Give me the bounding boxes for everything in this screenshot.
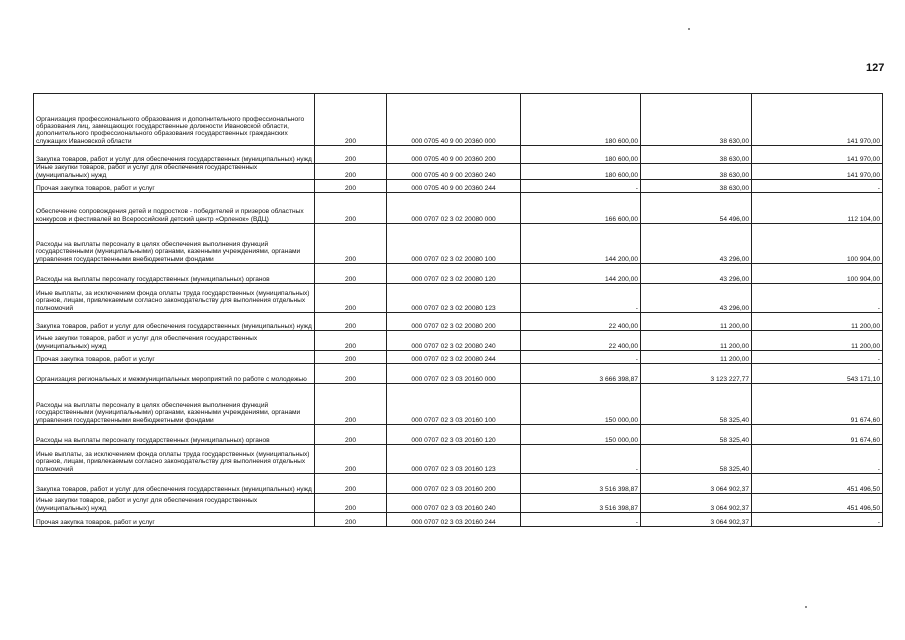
line-code-cell: 200 — [315, 164, 387, 180]
budget-classification-code-cell: 000 0707 02 3 03 20160 240 — [387, 494, 521, 513]
line-code-cell: 200 — [315, 425, 387, 445]
approved-amount-cell: 22 400,00 — [521, 313, 641, 331]
expense-name-cell — [34, 284, 315, 313]
table-row — [34, 180, 883, 193]
expense-name-cell — [34, 180, 315, 193]
remaining-amount-cell: - — [752, 513, 883, 527]
executed-amount-cell: 38 630,00 — [641, 180, 752, 193]
approved-amount-cell: 3 516 398,87 — [521, 494, 641, 513]
executed-amount-cell: 11 200,00 — [641, 313, 752, 331]
budget-execution-table — [33, 93, 883, 527]
table-row — [34, 284, 883, 313]
expense-name-cell — [34, 193, 315, 224]
expense-name-cell — [34, 94, 315, 146]
budget-classification-code-cell: 000 0707 02 3 03 20160 123 — [387, 445, 521, 474]
expense-name-text: Обеспечение сопровождения детей и подростков - победителей и призеров областных конкурсов и фестивалей во Всероссийский детский центр «Орленок» (ВДЦ) — [36, 208, 304, 223]
page-number: 127 — [866, 62, 885, 74]
expense-name-text: Организация региональных и межмуниципальных мероприятий по работе с молодежью — [36, 375, 307, 383]
executed-amount-cell: 58 325,40 — [641, 384, 752, 425]
expense-name-cell — [34, 384, 315, 425]
executed-amount-cell: 58 325,40 — [641, 425, 752, 445]
budget-classification-code-cell: 000 0707 02 3 02 20080 100 — [387, 224, 521, 264]
expense-name-text: Расходы на выплаты персоналу государственных (муниципальных) органов — [36, 436, 270, 444]
line-code-cell: 200 — [315, 224, 387, 264]
expense-name-text: Прочая закупка товаров, работ и услуг — [36, 184, 155, 192]
approved-amount-cell: 3 666 398,87 — [521, 364, 641, 384]
approved-amount-cell: 150 000,00 — [521, 384, 641, 425]
expense-name-text: Прочая закупка товаров, работ и услуг — [36, 518, 155, 526]
line-code-cell: 200 — [315, 474, 387, 494]
scan-speck — [805, 606, 807, 608]
line-code-cell: 200 — [315, 384, 387, 425]
budget-classification-code-cell: 000 0707 02 3 03 20160 000 — [387, 364, 521, 384]
remaining-amount-cell: 112 104,00 — [752, 193, 883, 224]
approved-amount-cell: 180 600,00 — [521, 94, 641, 146]
line-code-cell: 200 — [315, 94, 387, 146]
table-row — [34, 445, 883, 474]
table-row — [34, 264, 883, 284]
executed-amount-cell: 43 296,00 — [641, 284, 752, 313]
expense-name-text: Иные выплаты, за исключением фонда оплаты труда государственных (муниципальных) органов, лицам, привлекаемым согласно законодательству для выполнения отдельных полномочий — [36, 290, 310, 312]
budget-classification-code-cell: 000 0705 40 9 00 20360 200 — [387, 146, 521, 164]
executed-amount-cell: 11 200,00 — [641, 331, 752, 351]
line-code-cell: 200 — [315, 364, 387, 384]
executed-amount-cell: 38 630,00 — [641, 94, 752, 146]
table-row — [34, 164, 883, 180]
budget-classification-code-cell: 000 0705 40 9 00 20360 244 — [387, 180, 521, 193]
executed-amount-cell: 3 064 902,37 — [641, 494, 752, 513]
remaining-amount-cell: - — [752, 445, 883, 474]
table-row — [34, 364, 883, 384]
budget-classification-code-cell: 000 0705 40 9 00 20360 240 — [387, 164, 521, 180]
approved-amount-cell: 150 000,00 — [521, 425, 641, 445]
expense-name-cell — [34, 146, 315, 164]
budget-classification-code-cell: 000 0707 02 3 02 20080 200 — [387, 313, 521, 331]
budget-classification-code-cell: 000 0707 02 3 03 20160 200 — [387, 474, 521, 494]
expense-name-cell — [34, 164, 315, 180]
table-row — [34, 513, 883, 527]
executed-amount-cell: 58 325,40 — [641, 445, 752, 474]
expense-name-text: Иные выплаты, за исключением фонда оплаты труда государственных (муниципальных) органов, лицам, привлекаемым согласно законодательству для выполнения отдельных полномочий — [36, 451, 310, 473]
table-row — [34, 425, 883, 445]
budget-classification-code-cell: 000 0707 02 3 03 20160 120 — [387, 425, 521, 445]
expense-name-cell — [34, 264, 315, 284]
expense-name-text: Расходы на выплаты персоналу в целях обеспечения выполнения функций государственными (муниципальными) органами, казенными учреждениями, органами управления государственными внебюджетными фондами — [36, 241, 301, 263]
remaining-amount-cell: - — [752, 351, 883, 364]
line-code-cell: 200 — [315, 264, 387, 284]
budget-classification-code-cell: 000 0707 02 3 03 20160 100 — [387, 384, 521, 425]
expense-name-cell — [34, 445, 315, 474]
expense-name-text: Иные закупки товаров, работ и услуг для обеспечения государственных (муниципальных) нужд — [36, 497, 258, 512]
table-row — [34, 224, 883, 264]
approved-amount-cell: 144 200,00 — [521, 264, 641, 284]
remaining-amount-cell: 100 904,00 — [752, 264, 883, 284]
executed-amount-cell: 38 630,00 — [641, 164, 752, 180]
remaining-amount-cell: 100 904,00 — [752, 224, 883, 264]
expense-name-cell — [34, 224, 315, 264]
remaining-amount-cell: 141 970,00 — [752, 146, 883, 164]
approved-amount-cell: - — [521, 180, 641, 193]
table-row — [34, 146, 883, 164]
line-code-cell: 200 — [315, 180, 387, 193]
approved-amount-cell: 3 516 398,87 — [521, 474, 641, 494]
approved-amount-cell: 180 600,00 — [521, 146, 641, 164]
expense-name-text: Прочая закупка товаров, работ и услуг — [36, 355, 155, 363]
executed-amount-cell: 43 296,00 — [641, 224, 752, 264]
line-code-cell: 200 — [315, 494, 387, 513]
budget-classification-code-cell: 000 0707 02 3 02 20080 244 — [387, 351, 521, 364]
line-code-cell: 200 — [315, 351, 387, 364]
expense-name-cell — [34, 331, 315, 351]
remaining-amount-cell: 141 970,00 — [752, 164, 883, 180]
line-code-cell: 200 — [315, 331, 387, 351]
approved-amount-cell: - — [521, 284, 641, 313]
table-row — [34, 313, 883, 331]
table-row — [34, 193, 883, 224]
table-row — [34, 474, 883, 494]
expense-name-cell — [34, 494, 315, 513]
remaining-amount-cell: 543 171,10 — [752, 364, 883, 384]
line-code-cell: 200 — [315, 445, 387, 474]
approved-amount-cell: 166 600,00 — [521, 193, 641, 224]
remaining-amount-cell: - — [752, 284, 883, 313]
table-row — [34, 494, 883, 513]
expense-name-cell — [34, 351, 315, 364]
line-code-cell: 200 — [315, 193, 387, 224]
budget-classification-code-cell: 000 0707 02 3 02 20080 240 — [387, 331, 521, 351]
approved-amount-cell: 22 400,00 — [521, 331, 641, 351]
executed-amount-cell: 11 200,00 — [641, 351, 752, 364]
expense-name-text: Закупка товаров, работ и услуг для обеспечения государственных (муниципальных) нужд — [36, 322, 312, 330]
executed-amount-cell: 54 496,00 — [641, 193, 752, 224]
remaining-amount-cell: 451 496,50 — [752, 494, 883, 513]
executed-amount-cell: 38 630,00 — [641, 146, 752, 164]
line-code-cell: 200 — [315, 284, 387, 313]
expense-name-text: Организация профессионального образования и дополнительного профессионального образования лиц, замещающих государственные должности Ивановской области, дополнительного профессионального образования государственных гражданских служащих Ивановской области — [36, 115, 305, 145]
executed-amount-cell: 3 064 902,37 — [641, 474, 752, 494]
remaining-amount-cell: - — [752, 180, 883, 193]
expense-name-text: Закупка товаров, работ и услуг для обеспечения государственных (муниципальных) нужд — [36, 485, 312, 493]
budget-classification-code-cell: 000 0707 02 3 02 20080 123 — [387, 284, 521, 313]
table-row — [34, 351, 883, 364]
budget-classification-code-cell: 000 0705 40 9 00 20360 000 — [387, 94, 521, 146]
remaining-amount-cell: 91 674,60 — [752, 384, 883, 425]
remaining-amount-cell: 11 200,00 — [752, 331, 883, 351]
approved-amount-cell: - — [521, 351, 641, 364]
table-body — [34, 94, 883, 527]
table-row — [34, 384, 883, 425]
remaining-amount-cell: 11 200,00 — [752, 313, 883, 331]
expense-name-text: Закупка товаров, работ и услуг для обеспечения государственных (муниципальных) нужд — [36, 155, 312, 163]
line-code-cell: 200 — [315, 146, 387, 164]
expense-name-cell — [34, 425, 315, 445]
expense-name-text: Иные закупки товаров, работ и услуг для обеспечения государственных (муниципальных) нужд — [36, 335, 258, 350]
budget-classification-code-cell: 000 0707 02 3 02 20080 120 — [387, 264, 521, 284]
remaining-amount-cell: 141 970,00 — [752, 94, 883, 146]
approved-amount-cell: - — [521, 445, 641, 474]
expense-name-cell — [34, 474, 315, 494]
approved-amount-cell: 144 200,00 — [521, 224, 641, 264]
remaining-amount-cell: 451 496,50 — [752, 474, 883, 494]
approved-amount-cell: 180 600,00 — [521, 164, 641, 180]
executed-amount-cell: 3 123 227,77 — [641, 364, 752, 384]
expense-name-cell — [34, 513, 315, 527]
expense-name-text: Иные закупки товаров, работ и услуг для обеспечения государственных (муниципальных) нужд — [36, 164, 258, 179]
executed-amount-cell: 3 064 902,37 — [641, 513, 752, 527]
budget-classification-code-cell: 000 0707 02 3 02 20080 000 — [387, 193, 521, 224]
expense-name-cell — [34, 313, 315, 331]
expense-name-cell — [34, 364, 315, 384]
expense-name-text: Расходы на выплаты персоналу государственных (муниципальных) органов — [36, 275, 270, 283]
executed-amount-cell: 43 296,00 — [641, 264, 752, 284]
line-code-cell: 200 — [315, 513, 387, 527]
line-code-cell: 200 — [315, 313, 387, 331]
scan-speck — [688, 28, 690, 30]
table-row — [34, 94, 883, 146]
table-row — [34, 331, 883, 351]
approved-amount-cell: - — [521, 513, 641, 527]
budget-classification-code-cell: 000 0707 02 3 03 20160 244 — [387, 513, 521, 527]
remaining-amount-cell: 91 674,60 — [752, 425, 883, 445]
expense-name-text: Расходы на выплаты персоналу в целях обеспечения выполнения функций государственными (муниципальными) органами, казенными учреждениями, органами управления государственными внебюджетными фондами — [36, 402, 301, 424]
